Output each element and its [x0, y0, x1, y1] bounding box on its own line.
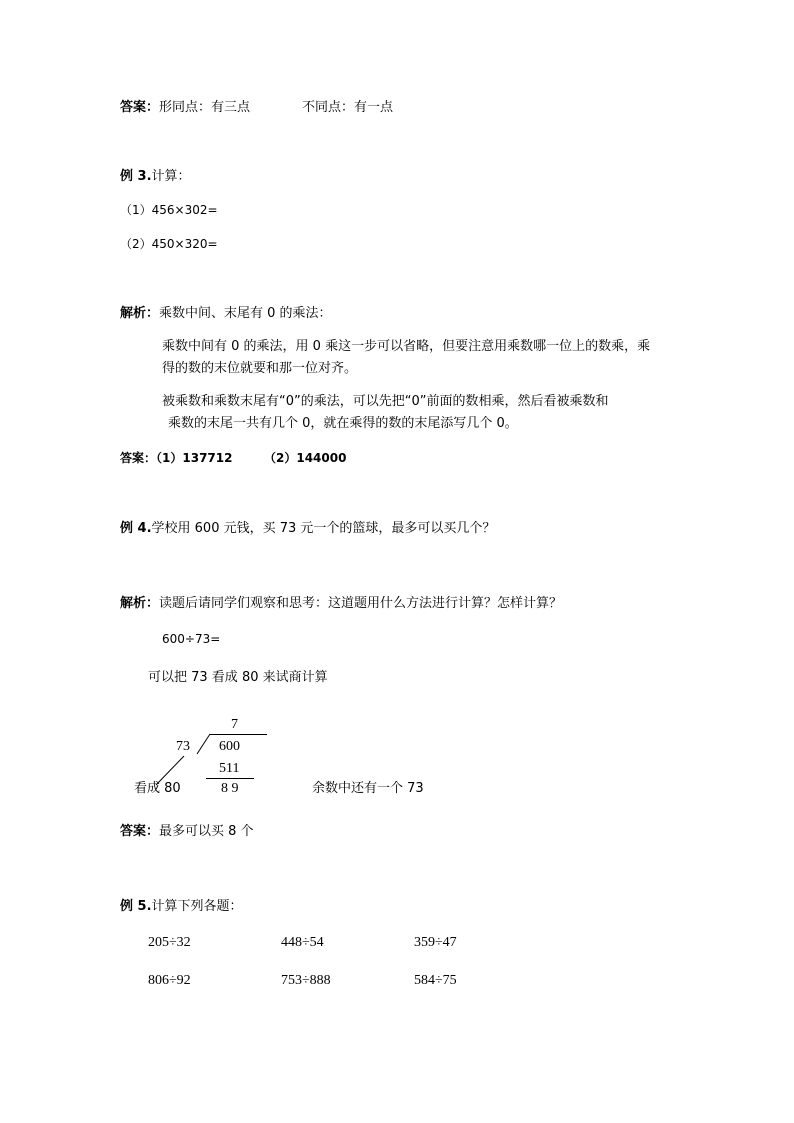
answer-label: 答案： — [120, 451, 157, 465]
exercise-item: 753÷888 — [281, 973, 331, 988]
answer-text-similarity: 形同点：有三点 — [159, 100, 251, 115]
answer-text-difference: 不同点：有一点 — [302, 100, 394, 115]
example-label: 例 3. — [120, 169, 152, 184]
analysis-p2-line2: 乘数的末尾一共有几个 0，就在乘得的数的末尾添写几个 0。 — [168, 416, 518, 431]
answer-4 — [120, 825, 254, 838]
question-2: （2）450×320= — [120, 237, 218, 251]
question-1: （1）456×302= — [120, 203, 218, 217]
answer-3-part2: （2）144000 — [264, 451, 347, 465]
example-4-text: 学校用 600 元钱，买 73 元一个的篮球，最多可以买几个？ — [151, 521, 496, 536]
analysis-label: 解析： — [120, 306, 160, 321]
division-remainder: 8 9 — [221, 781, 239, 796]
exercise-item: 359÷47 — [414, 935, 457, 950]
division-quotient: 7 — [231, 717, 238, 732]
exercise-item: 205÷32 — [148, 935, 191, 950]
analysis-p2-line1: 被乘数和乘数末尾有“0”的乘法，可以先把“0”前面的数相乘，然后看被乘数和 — [162, 394, 609, 409]
division-product: 511 — [219, 761, 240, 776]
analysis-4-text: 读题后请同学们观察和思考：这道题用什么方法进行计算？怎样计算？ — [159, 596, 563, 611]
exercise-item: 448÷54 — [281, 935, 324, 950]
example-5-heading — [120, 900, 243, 913]
analysis-title: 乘数中间、末尾有 0 的乘法： — [159, 306, 332, 321]
division-divisor: 73 — [176, 739, 190, 754]
exercise-item: 584÷75 — [414, 973, 457, 988]
example-title: 计算下列各题： — [151, 899, 243, 914]
example-title: 计算： — [151, 169, 191, 184]
answer-3-part1: （1）137712 — [156, 451, 233, 465]
analysis-p1-line2: 得的数的末位就要和那一位对齐。 — [162, 361, 358, 376]
subtraction-line — [206, 778, 254, 779]
division-note: 余数中还有一个 73 — [312, 781, 424, 796]
answer-label: 答案： — [120, 824, 160, 839]
example-label: 例 5. — [120, 899, 152, 914]
answer-4-text: 最多可以买 8 个 — [159, 824, 254, 839]
division-bracket — [197, 734, 210, 754]
example-label: 例 4. — [120, 521, 152, 536]
estimation-hint: 可以把 73 看成 80 来试商计算 — [148, 670, 328, 685]
answer-label: 答案： — [120, 100, 160, 115]
exercise-item: 806÷92 — [148, 973, 191, 988]
analysis-p1-line1: 乘数中间有 0 的乘法，用 0 乘这一步可以省略，但要注意用乘数哪一位上的数乘，乘 — [162, 339, 651, 354]
analysis-label: 解析： — [120, 596, 160, 611]
division-estimate-label: 看成 80 — [134, 781, 181, 796]
division-expression: 600÷73= — [162, 632, 221, 646]
division-dividend: 600 — [219, 739, 240, 754]
